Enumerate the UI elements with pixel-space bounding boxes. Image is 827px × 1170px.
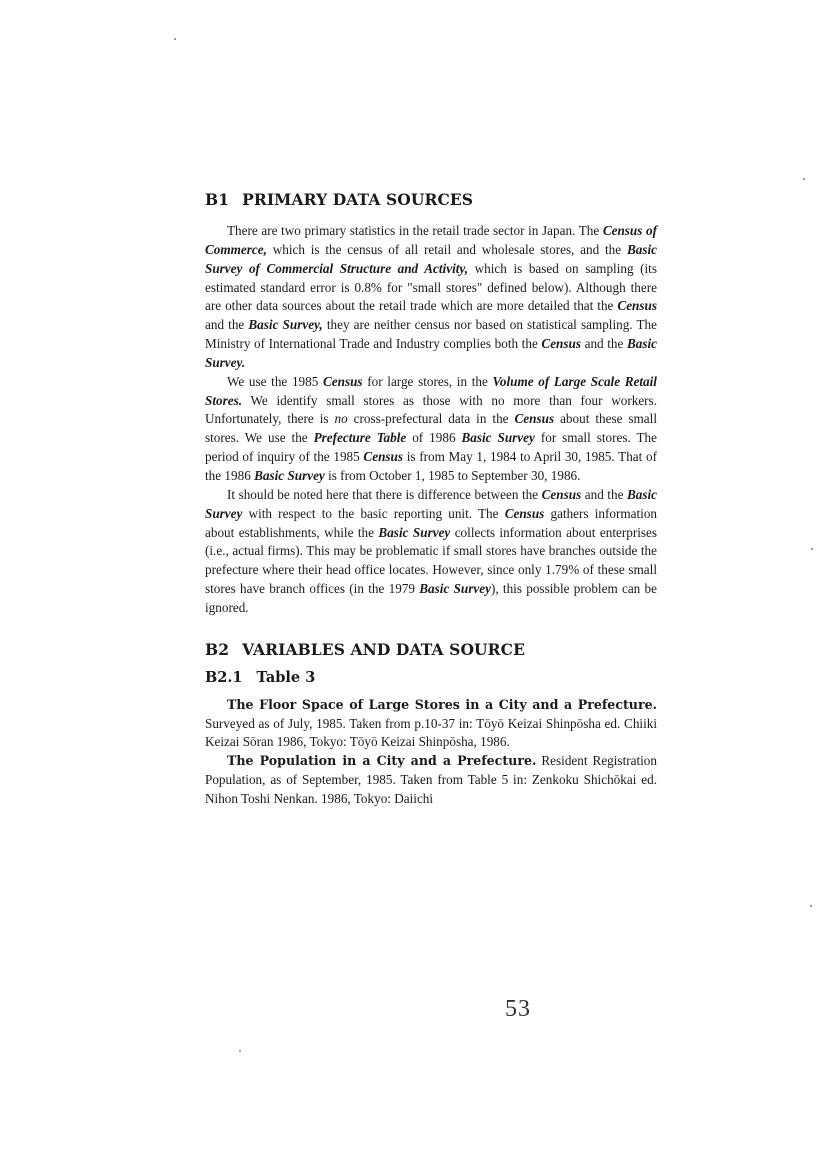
section-number: B1 [205,190,230,209]
text-run: ), this possible problem can be ignored. [205,581,657,615]
scan-speck [803,178,805,180]
run-in-heading-population: The Population in a City and a Prefecture. [227,753,537,769]
text-run: gathers information about establishments, while the [205,505,658,540]
subsection-heading-b2-1 [205,669,657,686]
text-run: We identify small stores as those with no more than four workers. Unfortunately, there is [205,392,657,427]
text-run: We use the 1985 [227,373,323,389]
emphasis-volume-of-large-scale-retail-stores: Volume of Large Scale Retail Stores. [205,373,657,408]
emphasis-census: Census [514,411,555,427]
emphasis-basic-survey: Basic Survey [254,467,325,483]
text-run: for large stores, in the [362,373,493,389]
text-run: which is the census of all retail and wholesale stores, and the [266,241,627,257]
text-run: and the [205,317,249,333]
emphasis-basic-survey: Basic Survey, [248,317,323,333]
section-title: PRIMARY DATA SOURCES [242,190,474,209]
emphasis-census: Census [322,373,363,389]
text-run: with respect to the basic reporting unit. The [242,505,505,521]
section-title: VARIABLES AND DATA SOURCE [242,639,526,659]
section-heading-b2 [205,640,657,659]
emphasis-census: Census [617,298,657,314]
paragraph-b1-1 [205,222,657,373]
section-number: B2 [205,639,230,659]
emphasis-census: Census [363,449,404,465]
paragraph-b1-2 [205,373,657,486]
text-run: Resident Registration Population, as of September, 1985. Taken from Table 5 in: Zenkoku Shichōkai ed. Nihon Toshi Nenkan. 1986, Tokyo: Daiichi [205,753,657,806]
text-run: about these small stores. We use the [205,411,657,446]
subsection-number: B2.1 [205,668,243,686]
emphasis-basic-survey-full: Basic Survey of Commercial Structure and Activity, [205,241,657,276]
text-run: of 1986 [406,430,462,446]
text-run: for small stores. The period of inquiry of the 1985 [205,430,657,465]
paragraph-floor-space [205,696,657,753]
paragraph-population [205,752,657,809]
text-run: Surveyed as of July, 1985. Taken from p.10-37 in: Tōyō Keizai Shinpōsha ed. Chiiki Keizai Sōran 1986, Tokyo: Tōyō Keizai Shinpōsha, 1986. [205,715,657,750]
paragraph-b1-3 [205,486,657,618]
text-run: they are neither census nor based on statistical sampling. The Ministry of International Trade and Industry complies both the [205,317,657,352]
text-run: and the [581,486,627,502]
emphasis-census-of-commerce: Census of Commerce, [205,223,657,257]
emphasis-prefecture-table: Prefecture Table [313,430,407,446]
emphasis-census: Census [504,505,545,521]
run-in-heading-floor-space: The Floor Space of Large Stores in a City and a Prefecture. [227,696,657,712]
text-run: is from October 1, 1985 to September 30, 1986. [324,467,581,483]
text-run: collects information about enterprises (i.e., actual firms). This may be problematic if small stores have branches outside the prefecture where their head office locates. However, since only 1.79% of these small stores have branch offices (in the 1979 [205,524,657,597]
text-run: It should be noted here that there is difference between the [227,486,542,502]
scan-speck [810,905,812,907]
emphasis-basic-survey: Basic Survey [205,486,657,521]
text-run: cross-prefectural data in the [347,411,515,427]
emphasis-basic-survey: Basic Survey. [205,336,657,370]
emphasis-no: no [334,411,348,427]
subsection-title: Table 3 [256,668,316,686]
text-run: and the [581,336,627,352]
emphasis-basic-survey: Basic Survey [419,581,491,597]
scan-speck [239,1050,241,1052]
text-run: which is based on sampling (its estimated standard error is 0.8% for "small stores" defined below). Although there are other data sources about the retail trade which are more detailed that the [205,260,657,314]
text-run: is from May 1, 1984 to April 30, 1985. That of the 1986 [205,449,657,483]
scan-speck [811,548,813,550]
page-body [205,190,657,809]
scan-speck [174,38,176,40]
emphasis-basic-survey: Basic Survey [378,524,451,540]
emphasis-census: Census [541,486,582,502]
emphasis-census: Census [541,336,581,352]
emphasis-basic-survey: Basic Survey [461,430,535,446]
page-number: 53 [505,996,531,1022]
section-heading-b1 [205,190,657,209]
text-run: There are two primary statistics in the retail trade sector in Japan. The [227,223,603,238]
